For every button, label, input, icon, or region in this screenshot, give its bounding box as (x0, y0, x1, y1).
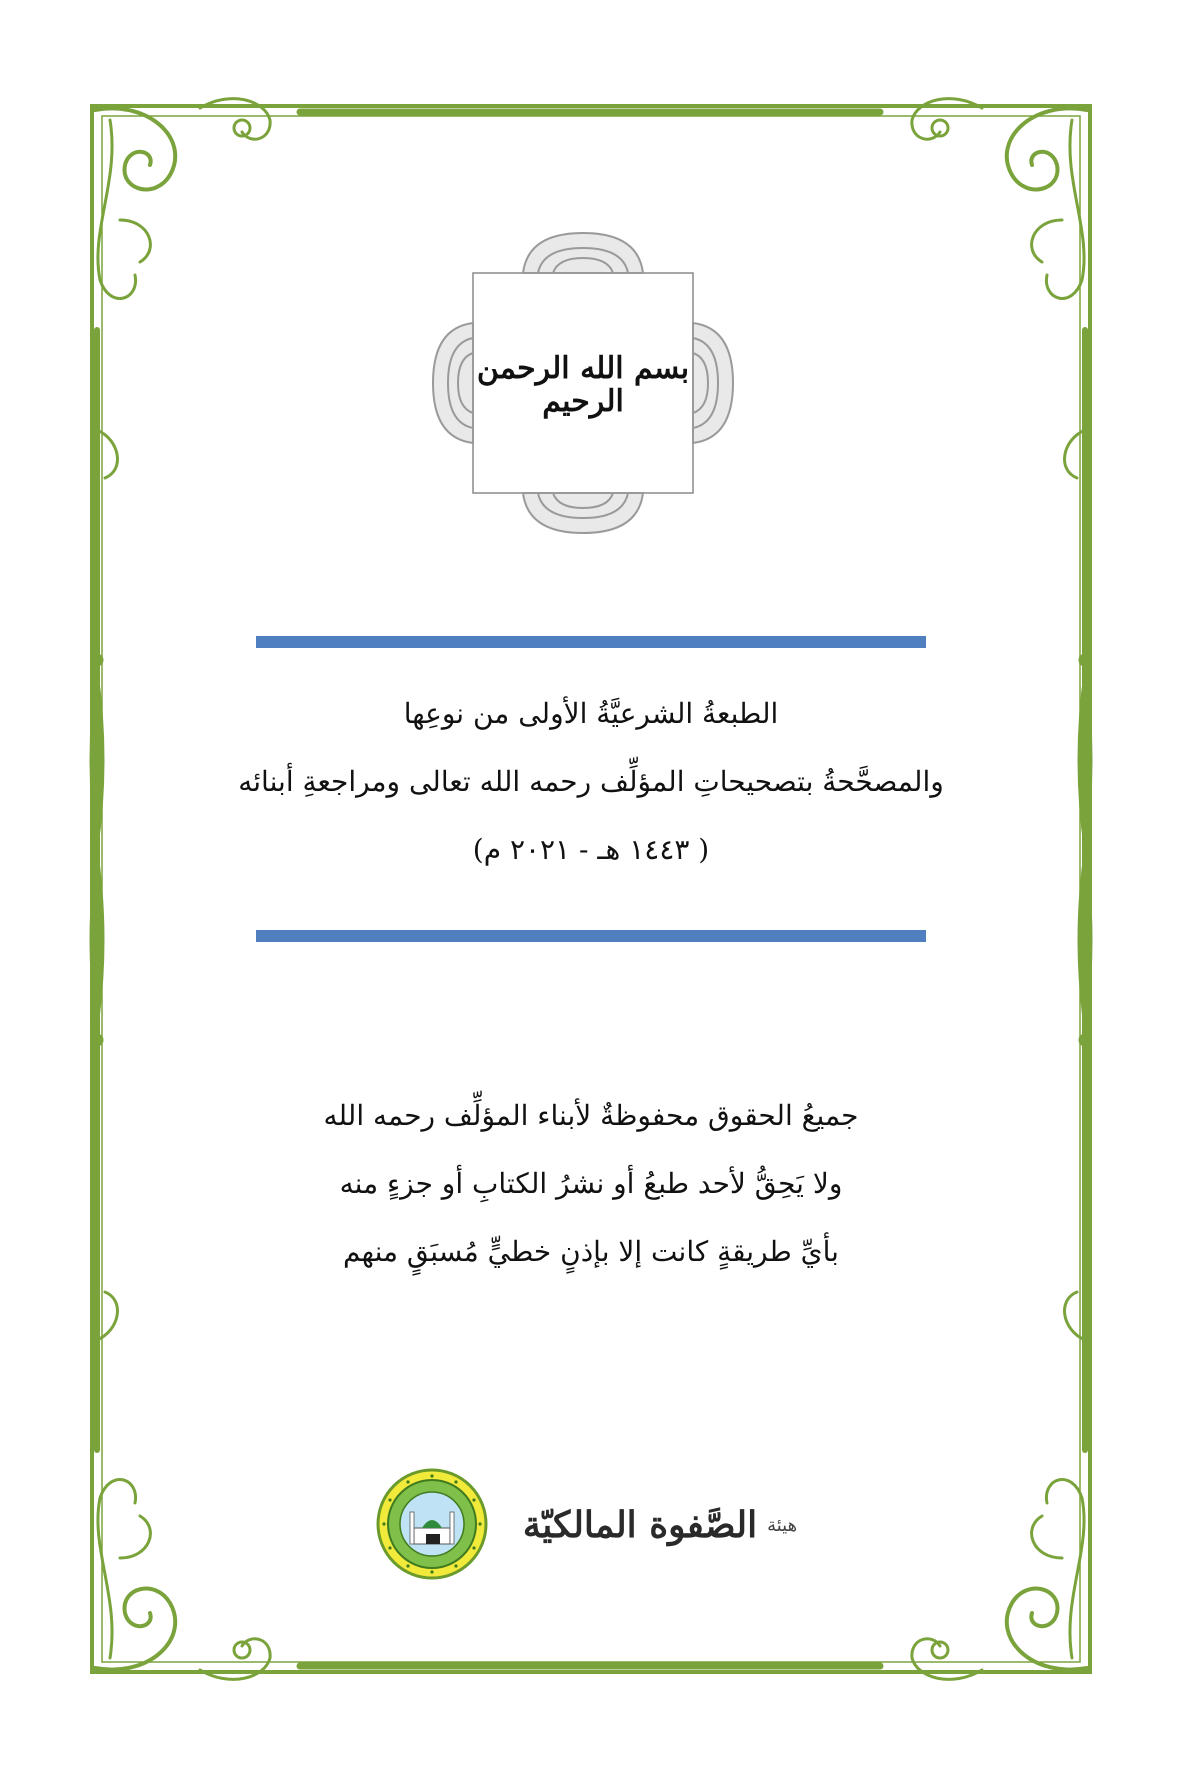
basmala-text: بسم الله الرحمن الرحيم (476, 351, 690, 419)
edition-statement (200, 680, 982, 884)
bottom-divider (256, 930, 926, 942)
rights-line-2: ولا يَحِقُّ لأحد طبعُ أو نشرُ الكتابِ أو جزءٍ منه (339, 1167, 843, 1200)
edition-date: ( ١٤٤٣ هـ - ٢٠٢١ م) (472, 833, 710, 866)
organization-name-logo (520, 1490, 800, 1560)
copyright-notice (200, 1082, 982, 1286)
top-divider (256, 636, 926, 648)
edition-line-2: والمصحَّحةُ بتصحيحاتِ المؤلِّف رحمه الله تعالى ومراجعةِ أبنائه (238, 765, 944, 798)
edition-line-1: الطبعةُ الشرعيَّةُ الأولى من نوعِها (403, 697, 779, 730)
rights-line-1: جميعُ الحقوق محفوظةٌ لأبناء المؤلِّف رحمه الله (323, 1099, 859, 1132)
organization-seal-logo (376, 1468, 488, 1580)
organization-prefix: هيئة (767, 1514, 798, 1536)
rights-line-3: بأيِّ طريقةٍ كانت إلا بإذنٍ خطيٍّ مُسبَقٍ منهم (343, 1235, 839, 1268)
organization-name: الصَّفوة المالكيّة (522, 1504, 758, 1546)
